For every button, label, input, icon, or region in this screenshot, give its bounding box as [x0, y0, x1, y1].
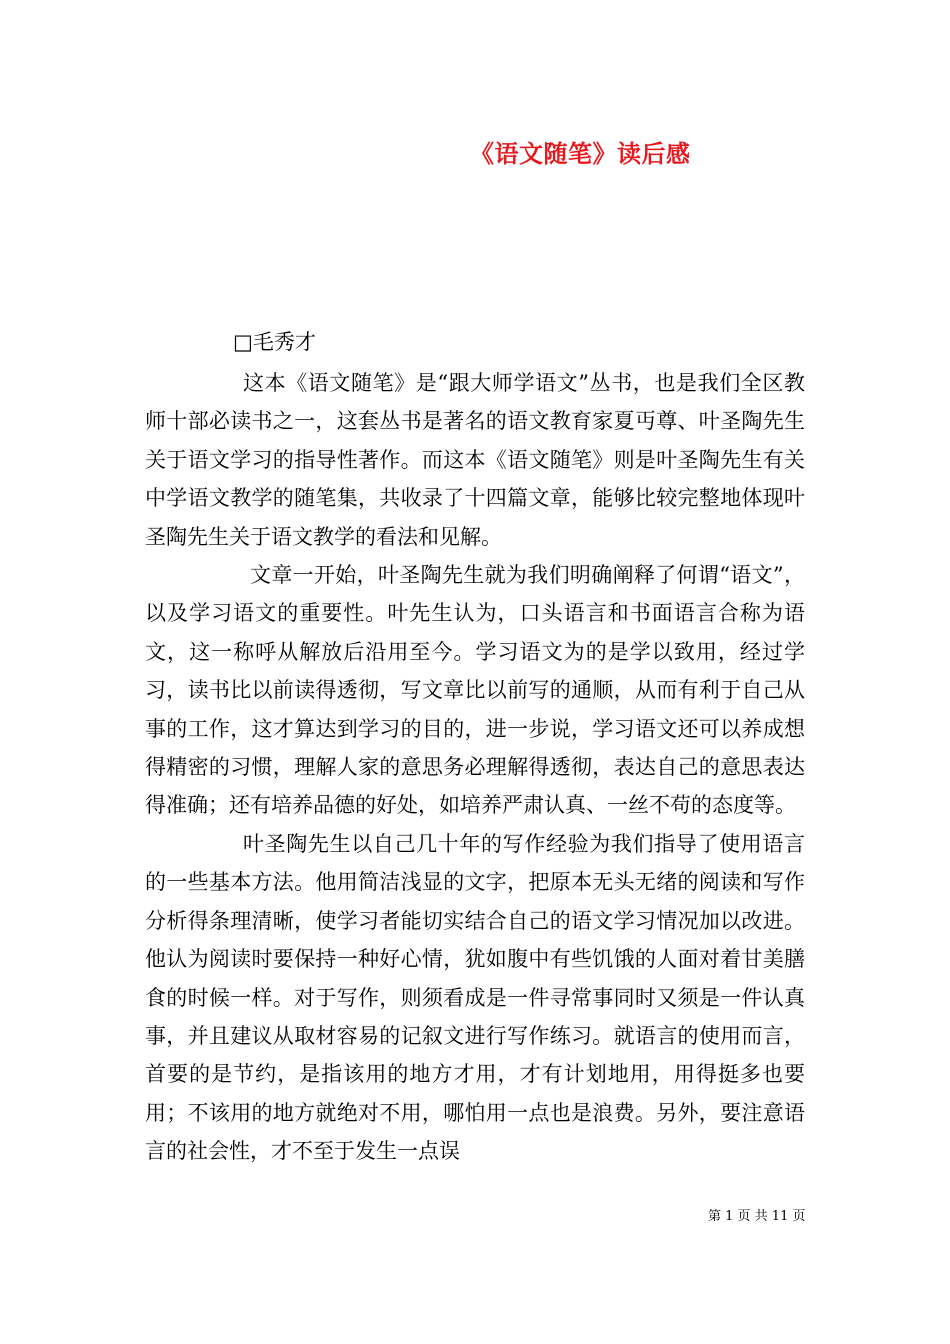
paragraph: 这本《语文随笔》是“跟大师学语文”丛书，也是我们全区教师十部必读书之一，这套丛书是著名的语文教育家夏丏尊、叶圣陶先生关于语文学习的指导性著作。而这本《语文随笔》则是叶圣陶先生有关中学语文教学的随笔集，共收录了十四篇文章，能够比较完整地体现叶圣陶先生关于语文教学的看法和见解。 [145, 371, 805, 549]
page-number-footer: 第 1 页 共 11 页 [708, 1209, 806, 1224]
document-title: 《语文随笔》读后感 [470, 139, 691, 168]
author-line: □毛秀才 [233, 330, 316, 354]
paragraph: 文章一开始，叶圣陶先生就为我们明确阐释了何谓“语文”，以及学习语文的重要性。叶先生认为，口头语言和书面语言合称为语文，这一称呼从解放后沿用至今。学习语文为的是学以致用，经过学习，读书比以前读得透彻，写文章比以前写的通顺，从而有利于自己从事的工作，这才算达到学习的目的，进一步说，学习语文还可以养成想得精密的习惯，理解人家的意思务必理解得透彻，表达自己的意思表达得准确；还有培养品德的好处，如培养严肃认真、一丝不苟的态度等。 [145, 563, 805, 818]
paragraph: 叶圣陶先生以自己几十年的写作经验为我们指导了使用语言的一些基本方法。他用简洁浅显的文字，把原本无头无绪的阅读和写作分析得条理清晰，使学习者能切实结合自己的语文学习情况加以改进。他认为阅读时要保持一种好心情，犹如腹中有些饥饿的人面对着甘美膳食的时候一样。对于写作，则须看成是一件寻常事同时又须是一件认真事，并且建议从取材容易的记叙文进行写作练习。就语言的使用而言，首要的是节约，是指该用的地方才用，才有计划地用，用得挺多也要用；不该用的地方就绝对不用，哪怕用一点也是浪费。另外，要注意语言的社会性，才不至于发生一点误 [145, 831, 805, 1164]
document-body [145, 364, 805, 1171]
